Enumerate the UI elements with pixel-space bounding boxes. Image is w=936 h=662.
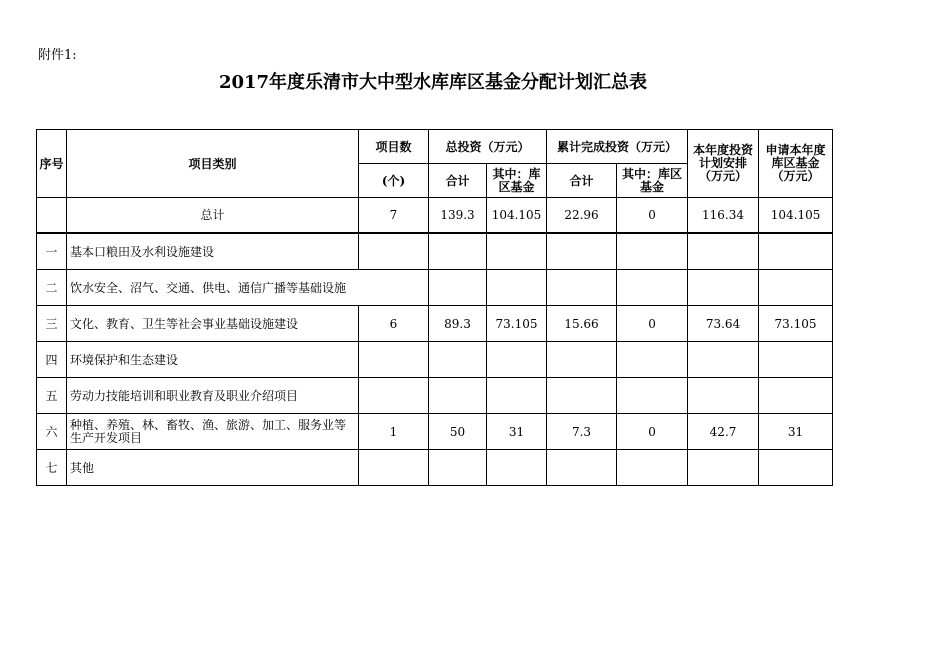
- row-cu-total: 7.3: [547, 414, 617, 450]
- header-cu-fund: 其中：库区基金: [617, 164, 688, 198]
- row-category: 文化、教育、卫生等社会事业基础设施建设: [67, 306, 359, 342]
- row-category: 环境保护和生态建设: [67, 342, 359, 378]
- row-cu-fund: 0: [617, 414, 688, 450]
- total-this-year: 116.34: [688, 198, 759, 234]
- header-total-investment: 总投资（万元）: [429, 130, 547, 164]
- header-ti-total: 合计: [429, 164, 487, 198]
- header-category: 项目类别: [67, 130, 359, 198]
- row-apply: 73.105: [759, 306, 833, 342]
- row-cu-total: [547, 342, 617, 378]
- row-seq: 三: [37, 306, 67, 342]
- row-this-year: [688, 450, 759, 486]
- header-ti-fund: 其中：库区基金: [487, 164, 547, 198]
- row-count: 6: [359, 306, 429, 342]
- row-ti-fund: 73.105: [487, 306, 547, 342]
- row-ti-fund: [487, 233, 547, 270]
- header-project-count-unit: (个): [359, 164, 429, 198]
- row-seq: 四: [37, 342, 67, 378]
- row-ti-fund: [487, 270, 547, 306]
- row-apply: [759, 342, 833, 378]
- total-count: 7: [359, 198, 429, 234]
- row-cu-fund: [617, 450, 688, 486]
- row-category: 其他: [67, 450, 359, 486]
- row-apply: [759, 233, 833, 270]
- row-ti-total: [429, 233, 487, 270]
- row-cu-total: [547, 270, 617, 306]
- row-this-year: [688, 342, 759, 378]
- total-seq: [37, 198, 67, 234]
- row-count: [359, 233, 429, 270]
- row-cu-fund: [617, 378, 688, 414]
- table-row: [37, 342, 833, 378]
- row-count: [359, 342, 429, 378]
- table-row: [37, 306, 833, 342]
- row-category: 种植、养殖、林、畜牧、渔、旅游、加工、服务业等生产开发项目: [67, 414, 359, 450]
- row-ti-fund: 31: [487, 414, 547, 450]
- header-seq: 序号: [37, 130, 67, 198]
- row-this-year: [688, 270, 759, 306]
- row-seq: 六: [37, 414, 67, 450]
- row-this-year: [688, 233, 759, 270]
- row-cu-fund: [617, 233, 688, 270]
- row-seq: 一: [37, 233, 67, 270]
- row-seq: 五: [37, 378, 67, 414]
- table-row: [37, 414, 833, 450]
- total-cu-fund: 0: [617, 198, 688, 234]
- row-this-year: 73.64: [688, 306, 759, 342]
- header-project-count: 项目数: [359, 130, 429, 164]
- row-ti-total: [429, 378, 487, 414]
- total-cu-total: 22.96: [547, 198, 617, 234]
- row-ti-total: 50: [429, 414, 487, 450]
- row-category: 饮水安全、沼气、交通、供电、通信广播等基础设施: [67, 270, 429, 306]
- table-row: [37, 233, 833, 270]
- total-apply: 104.105: [759, 198, 833, 234]
- row-ti-total: 89.3: [429, 306, 487, 342]
- row-ti-total: [429, 342, 487, 378]
- table-row: [37, 270, 833, 306]
- row-seq: 七: [37, 450, 67, 486]
- row-this-year: [688, 378, 759, 414]
- header-cumulative-investment: 累计完成投资（万元）: [547, 130, 688, 164]
- row-cu-fund: [617, 270, 688, 306]
- header-apply-fund: 申请本年度库区基金（万元）: [759, 130, 833, 198]
- page-title: 2017年度乐清市大中型水库库区基金分配计划汇总表: [218, 72, 648, 93]
- header-cu-total: 合计: [547, 164, 617, 198]
- row-count: [359, 378, 429, 414]
- row-category: 劳动力技能培训和职业教育及职业介绍项目: [67, 378, 359, 414]
- row-cu-fund: 0: [617, 306, 688, 342]
- row-ti-total: [429, 450, 487, 486]
- row-apply: [759, 450, 833, 486]
- row-ti-fund: [487, 342, 547, 378]
- row-apply: [759, 270, 833, 306]
- row-cu-total: [547, 450, 617, 486]
- total-ti-fund: 104.105: [487, 198, 547, 234]
- row-cu-total: 15.66: [547, 306, 617, 342]
- row-apply: 31: [759, 414, 833, 450]
- attachment-label: 附件1:: [38, 48, 77, 63]
- row-cu-fund: [617, 342, 688, 378]
- summary-table: [36, 129, 833, 486]
- row-ti-fund: [487, 378, 547, 414]
- row-count: [359, 450, 429, 486]
- row-this-year: 42.7: [688, 414, 759, 450]
- row-count: 1: [359, 414, 429, 450]
- row-seq: 二: [37, 270, 67, 306]
- row-category: 基本口粮田及水利设施建设: [67, 233, 359, 270]
- row-cu-total: [547, 233, 617, 270]
- row-ti-total: [429, 270, 487, 306]
- total-row: [37, 198, 833, 234]
- row-apply: [759, 378, 833, 414]
- table-row: [37, 378, 833, 414]
- total-ti-total: 139.3: [429, 198, 487, 234]
- row-cu-total: [547, 378, 617, 414]
- header-this-year-plan: 本年度投资计划安排（万元）: [688, 130, 759, 198]
- total-label: 总计: [67, 198, 359, 234]
- row-ti-fund: [487, 450, 547, 486]
- table-row: [37, 450, 833, 486]
